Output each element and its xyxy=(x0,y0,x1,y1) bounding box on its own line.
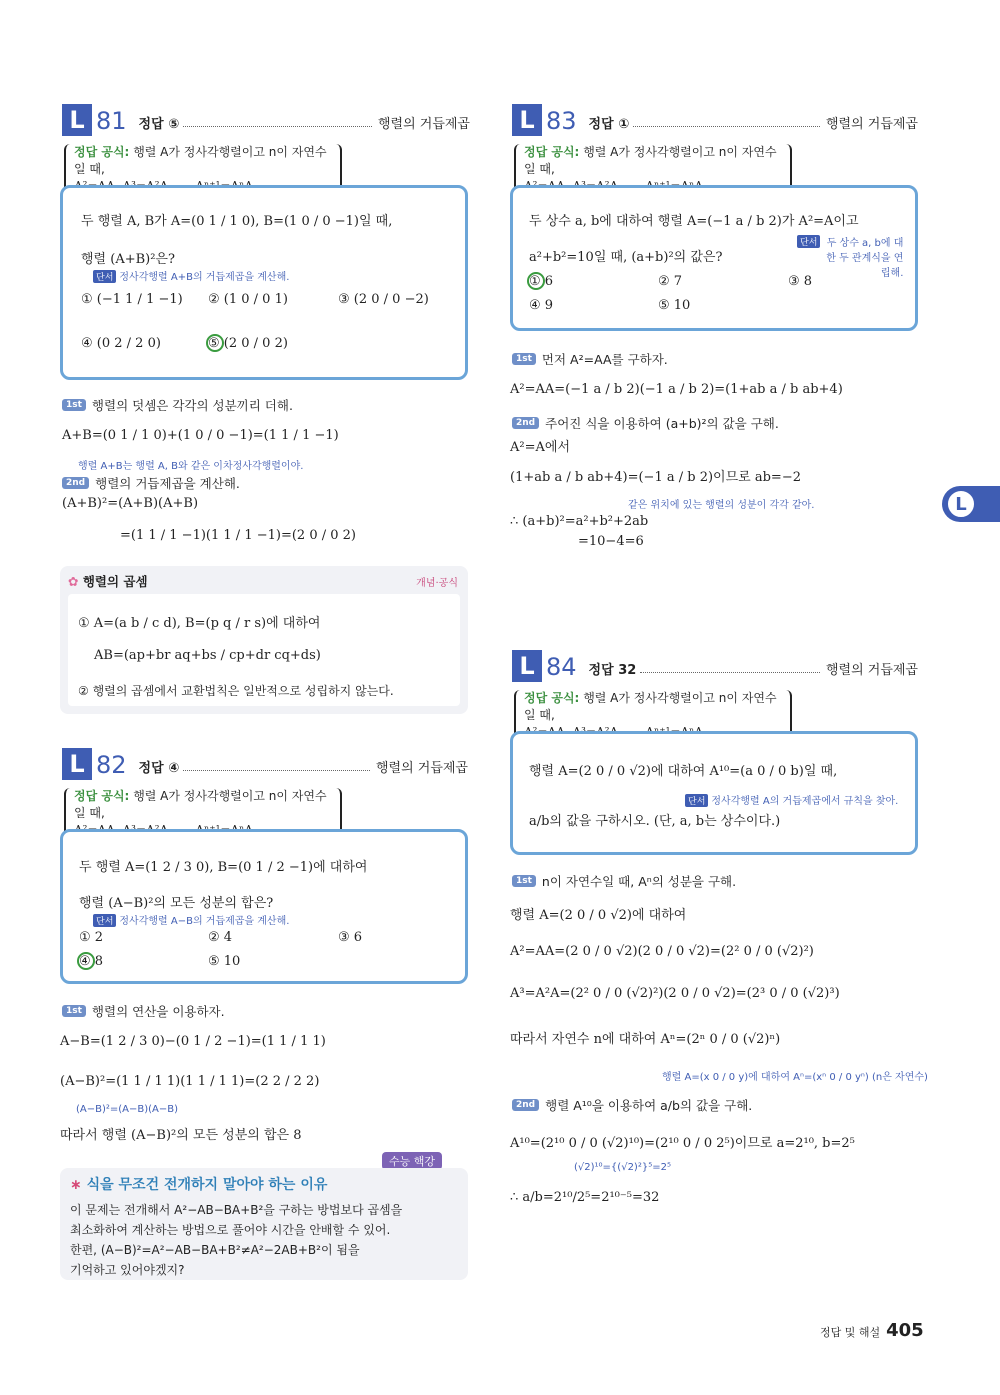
p82-tip-line3: 한편, (A−B)²=A²−AB−BA+B²≠A²−2AB+B²이 됨을 xyxy=(70,1243,360,1257)
p82-formula-label: 정답 공식: xyxy=(74,789,130,803)
p82-step1-result: 따라서 행렬 (A−B)²의 모든 성분의 합은 8 xyxy=(60,1128,302,1143)
p82-step1-note: (A−B)²=(A−B)(A−B) xyxy=(76,1104,179,1115)
p82-choice-2[interactable]: ② 4 xyxy=(208,930,233,945)
p83-step2-text: 주어진 식을 이용하여 (a+b)²의 값을 구해. xyxy=(545,416,779,431)
p82-question-line2: 행렬 (A−B)²의 모든 성분의 합은? xyxy=(79,896,274,911)
p81-concept-title-text: 행렬의 곱셈 xyxy=(82,574,148,589)
p83-topic: 행렬의 거듭제곱 xyxy=(825,117,918,132)
p82-step1-tag: 1st xyxy=(62,1005,86,1017)
p81-choice-3[interactable]: ③ (2 0 / 0 −2) xyxy=(338,292,429,307)
p83-leader xyxy=(633,126,820,127)
p83-tip xyxy=(797,234,903,279)
chapter-letter: L xyxy=(946,489,976,519)
p84-letter: L xyxy=(512,650,542,682)
p81-choice-5[interactable]: ⑤ (2 0 / 0 2) xyxy=(208,336,288,351)
p84-question-box xyxy=(510,731,918,855)
flower-icon: ✿ xyxy=(68,574,79,589)
p81-tip-text: 정사각행렬 A+B의 거듭제곱을 계산해. xyxy=(119,272,290,283)
p81-formula-1: 행렬 A가 정사각행렬이고 n이 자연수일 때, xyxy=(74,145,327,176)
p82-step1-eq1: A−B=(1 2 / 3 0)−(0 1 / 2 −1)=(1 1 / 1 1) xyxy=(60,1034,326,1049)
p83-step1 xyxy=(512,350,668,368)
p81-step1-text: 행렬의 덧셈은 각각의 성분끼리 더해. xyxy=(91,398,293,413)
p81-step1-tag: 1st xyxy=(62,399,86,411)
p82-tip-body xyxy=(70,1200,402,1280)
p84-question-line1: 행렬 A=(2 0 / 0 √2)에 대하여 A¹⁰=(a 0 / 0 b)일 때, xyxy=(529,764,838,779)
p83-step2-tag: 2nd xyxy=(512,417,539,429)
p81-choice-4[interactable]: ④ (0 2 / 2 0) xyxy=(81,336,161,351)
p84-formula-1: 행렬 A가 정사각행렬이고 n이 자연수일 때, xyxy=(524,691,777,722)
p81-letter: L xyxy=(62,104,92,136)
p84-step1-note: 행렬 A=(x 0 / 0 y)에 대하여 Aⁿ=(xⁿ 0 / 0 yⁿ) (n은 자연수) xyxy=(662,1072,928,1083)
p81-step2-tag: 2nd xyxy=(62,477,89,489)
p82-question-line1: 두 행렬 A=(1 2 / 3 0), B=(0 1 / 2 −1)에 대하여 xyxy=(79,860,368,875)
p82-leader xyxy=(183,770,370,771)
p82-answer: 정답 ④ xyxy=(138,761,180,776)
p81-choice-1[interactable]: ① (−1 1 / 1 −1) xyxy=(81,292,183,307)
page-footer xyxy=(820,1320,924,1341)
p81-choice-2[interactable]: ② (1 0 / 0 1) xyxy=(208,292,288,307)
p82-tip-tag: 단서 xyxy=(93,914,116,927)
p83-tip-tag: 단서 xyxy=(797,235,820,248)
p82-tip-line1: 이 문제는 전개해서 A²−AB−BA+B²을 구하는 방법보다 곱셈을 xyxy=(70,1203,403,1217)
p81-concept-inner xyxy=(68,594,460,706)
p83-question-line2: a²+b²=10일 때, (a+b)²의 값은? xyxy=(529,250,723,265)
p83-step2-eq1: A²=A에서 xyxy=(510,440,570,455)
p81-concept-2: AB=(ap+br aq+bs / cp+dr cq+ds) xyxy=(94,648,321,663)
p83-header xyxy=(512,100,918,136)
p83-choice-1[interactable]: ① 6 xyxy=(529,274,554,289)
p84-step2-tag: 2nd xyxy=(512,1099,539,1111)
p81-concept-1: ① A=(a b / c d), B=(p q / r s)에 대하여 xyxy=(78,616,321,631)
p84-topic: 행렬의 거듭제곱 xyxy=(825,663,918,678)
p84-tip xyxy=(685,792,898,808)
p82-tip-line4: 기억하고 있어야겠지? xyxy=(70,1263,185,1277)
p81-step2 xyxy=(62,474,240,492)
p84-step1-tag: 1st xyxy=(512,875,536,887)
p82-tip xyxy=(93,912,289,928)
side-chapter-tab xyxy=(942,486,1000,522)
p81-topic: 행렬의 거듭제곱 xyxy=(377,117,470,132)
p81-formula-label: 정답 공식: xyxy=(74,145,130,159)
p81-step2-text: 행렬의 거듭제곱을 계산해. xyxy=(95,476,240,491)
p82-step1-eq2: (A−B)²=(1 1 / 1 1)(1 1 / 1 1)=(2 2 / 2 2) xyxy=(60,1074,320,1089)
p81-tip xyxy=(93,268,289,284)
p81-step2-eq2: =(1 1 / 1 −1)(1 1 / 1 −1)=(2 0 / 0 2) xyxy=(120,528,356,543)
p84-number: 84 xyxy=(546,653,577,681)
p84-question-line2: a/b의 값을 구하시오. (단, a, b는 상수이다.) xyxy=(529,814,781,829)
p83-question-line1: 두 상수 a, b에 대하여 행렬 A=(−1 a / b 2)가 A²=A이고 xyxy=(529,214,859,229)
p83-formula-label: 정답 공식: xyxy=(524,145,580,159)
p81-question-box xyxy=(60,185,468,380)
p81-concept-tag: 개념·공식 xyxy=(416,578,458,589)
p84-header xyxy=(512,646,918,682)
p82-question-box xyxy=(60,829,468,984)
p84-step2 xyxy=(512,1096,752,1114)
p82-choice-5[interactable]: ⑤ 10 xyxy=(208,954,241,969)
p82-topic: 행렬의 거듭제곱 xyxy=(375,761,468,776)
p83-number: 83 xyxy=(546,107,577,135)
p83-choice-2[interactable]: ② 7 xyxy=(658,274,683,289)
p81-step1-eq: A+B=(0 1 / 1 0)+(1 0 / 0 −1)=(1 1 / 1 −1) xyxy=(62,428,339,443)
p84-step2-eq2: ∴ a/b=2¹⁰/2⁵=2¹⁰⁻⁵=32 xyxy=(510,1190,660,1205)
p82-exam-tag: 수능 핵강 xyxy=(382,1152,442,1170)
p84-step2-note: (√2)¹⁰={(√2)²}⁵=2⁵ xyxy=(574,1162,671,1173)
p82-answer-mark xyxy=(77,952,95,970)
p84-tip-text: 정사각행렬 A의 거듭제곱에서 규칙을 찾아. xyxy=(711,796,899,807)
p81-concept-title xyxy=(68,572,148,590)
p82-tip-text: 정사각행렬 A−B의 거듭제곱을 계산해. xyxy=(119,916,290,927)
p83-step2-eq4: =10−4=6 xyxy=(578,534,644,549)
p82-tip-title-text: 식을 무조건 전개하지 말아야 하는 이유 xyxy=(86,1177,328,1193)
p81-leader xyxy=(183,126,372,127)
p84-step1-eq2: A²=AA=(2 0 / 0 √2)(2 0 / 0 √2)=(2² 0 / 0 (√2)²) xyxy=(510,944,814,959)
p84-step1-text: n이 자연수일 때, Aⁿ의 성분을 구해. xyxy=(541,874,737,889)
p84-step1 xyxy=(512,872,736,890)
p83-step2 xyxy=(512,414,779,432)
p83-question-box xyxy=(510,185,918,331)
p82-number: 82 xyxy=(96,751,127,779)
p81-answer: 정답 ⑤ xyxy=(138,117,180,132)
p82-tip-box xyxy=(60,1168,468,1280)
p81-concept-3: ② 행렬의 곱셈에서 교환법칙은 일반적으로 성립하지 않는다. xyxy=(78,684,394,698)
p84-step1-eq1: 행렬 A=(2 0 / 0 √2)에 대하여 xyxy=(510,908,687,923)
p84-step1-eq4: 따라서 자연수 n에 대하여 Aⁿ=(2ⁿ 0 / 0 (√2)ⁿ) xyxy=(510,1032,781,1047)
p83-step1-tag: 1st xyxy=(512,353,536,365)
p84-tip-tag: 단서 xyxy=(685,794,708,807)
p84-step2-eq1: A¹⁰=(2¹⁰ 0 / 0 (√2)¹⁰)=(2¹⁰ 0 / 0 2⁵)이므로 a=2¹⁰, b=2⁵ xyxy=(510,1136,855,1151)
p83-step1-eq: A²=AA=(−1 a / b 2)(−1 a / b 2)=(1+ab a / b ab+4) xyxy=(510,382,843,397)
asterisk-icon: ∗ xyxy=(70,1177,82,1193)
p84-step2-text: 행렬 A¹⁰을 이용하여 a/b의 값을 구해. xyxy=(545,1098,753,1113)
p84-formula-label: 정답 공식: xyxy=(524,691,580,705)
p83-step1-text: 먼저 A²=AA를 구하자. xyxy=(541,352,668,367)
p83-tip-text: 두 상수 a, b에 대한 두 관계식을 연립해. xyxy=(826,238,904,279)
p81-tip-tag: 단서 xyxy=(93,270,116,283)
p82-choice-1[interactable]: ① 2 xyxy=(79,930,104,945)
p82-formula-1: 행렬 A가 정사각행렬이고 n이 자연수일 때, xyxy=(74,789,327,820)
p81-number: 81 xyxy=(96,107,127,135)
footer-label: 정답 및 해설 xyxy=(820,1326,881,1339)
p82-choice-4[interactable]: ④ 8 xyxy=(79,954,104,969)
p83-letter: L xyxy=(512,104,542,136)
page-number: 405 xyxy=(886,1320,924,1341)
p83-step2-eq3: ∴ (a+b)²=a²+b²+2ab xyxy=(510,514,649,529)
p81-header xyxy=(62,100,470,136)
p83-formula-1: 행렬 A가 정사각행렬이고 n이 자연수일 때, xyxy=(524,145,777,176)
p81-step1-note: 행렬 A+B는 행렬 A, B와 같은 이차정사각행렬이야. xyxy=(78,461,304,472)
p81-question-line2: 행렬 (A+B)²은? xyxy=(81,252,175,267)
p82-step1-text: 행렬의 연산을 이용하자. xyxy=(91,1004,225,1019)
p84-answer: 정답 32 xyxy=(588,663,637,678)
p84-leader xyxy=(640,672,820,673)
p81-question-line1: 두 행렬 A, B가 A=(0 1 / 1 0), B=(1 0 / 0 −1)일 때, xyxy=(81,214,393,229)
p83-answer: 정답 ① xyxy=(588,117,630,132)
p81-step1 xyxy=(62,396,293,414)
p82-tip-title xyxy=(70,1174,327,1194)
p82-tip-line2: 최소화하여 계산하는 방법으로 풀어야 시간을 안배할 수 있어. xyxy=(70,1223,391,1237)
p82-step1 xyxy=(62,1002,225,1020)
p83-choice-4[interactable]: ④ 9 xyxy=(529,298,554,313)
p84-step1-eq3: A³=A²A=(2² 0 / 0 (√2)²)(2 0 / 0 √2)=(2³ 0 / 0 (√2)³) xyxy=(510,986,840,1001)
p81-answer-mark xyxy=(206,334,224,352)
p83-step2-note: 같은 위치에 있는 행렬의 성분이 각각 같아. xyxy=(628,500,815,511)
p82-choice-3[interactable]: ③ 6 xyxy=(338,930,363,945)
p82-header xyxy=(62,744,468,780)
p81-step2-eq1: (A+B)²=(A+B)(A+B) xyxy=(62,496,199,511)
p83-answer-mark xyxy=(527,272,545,290)
p81-concept-box xyxy=(60,566,468,714)
p83-step2-eq2: (1+ab a / b ab+4)=(−1 a / b 2)이므로 ab=−2 xyxy=(510,470,801,485)
p83-choice-3[interactable]: ③ 8 xyxy=(788,274,813,289)
p83-choice-5[interactable]: ⑤ 10 xyxy=(658,298,691,313)
p82-letter: L xyxy=(62,748,92,780)
